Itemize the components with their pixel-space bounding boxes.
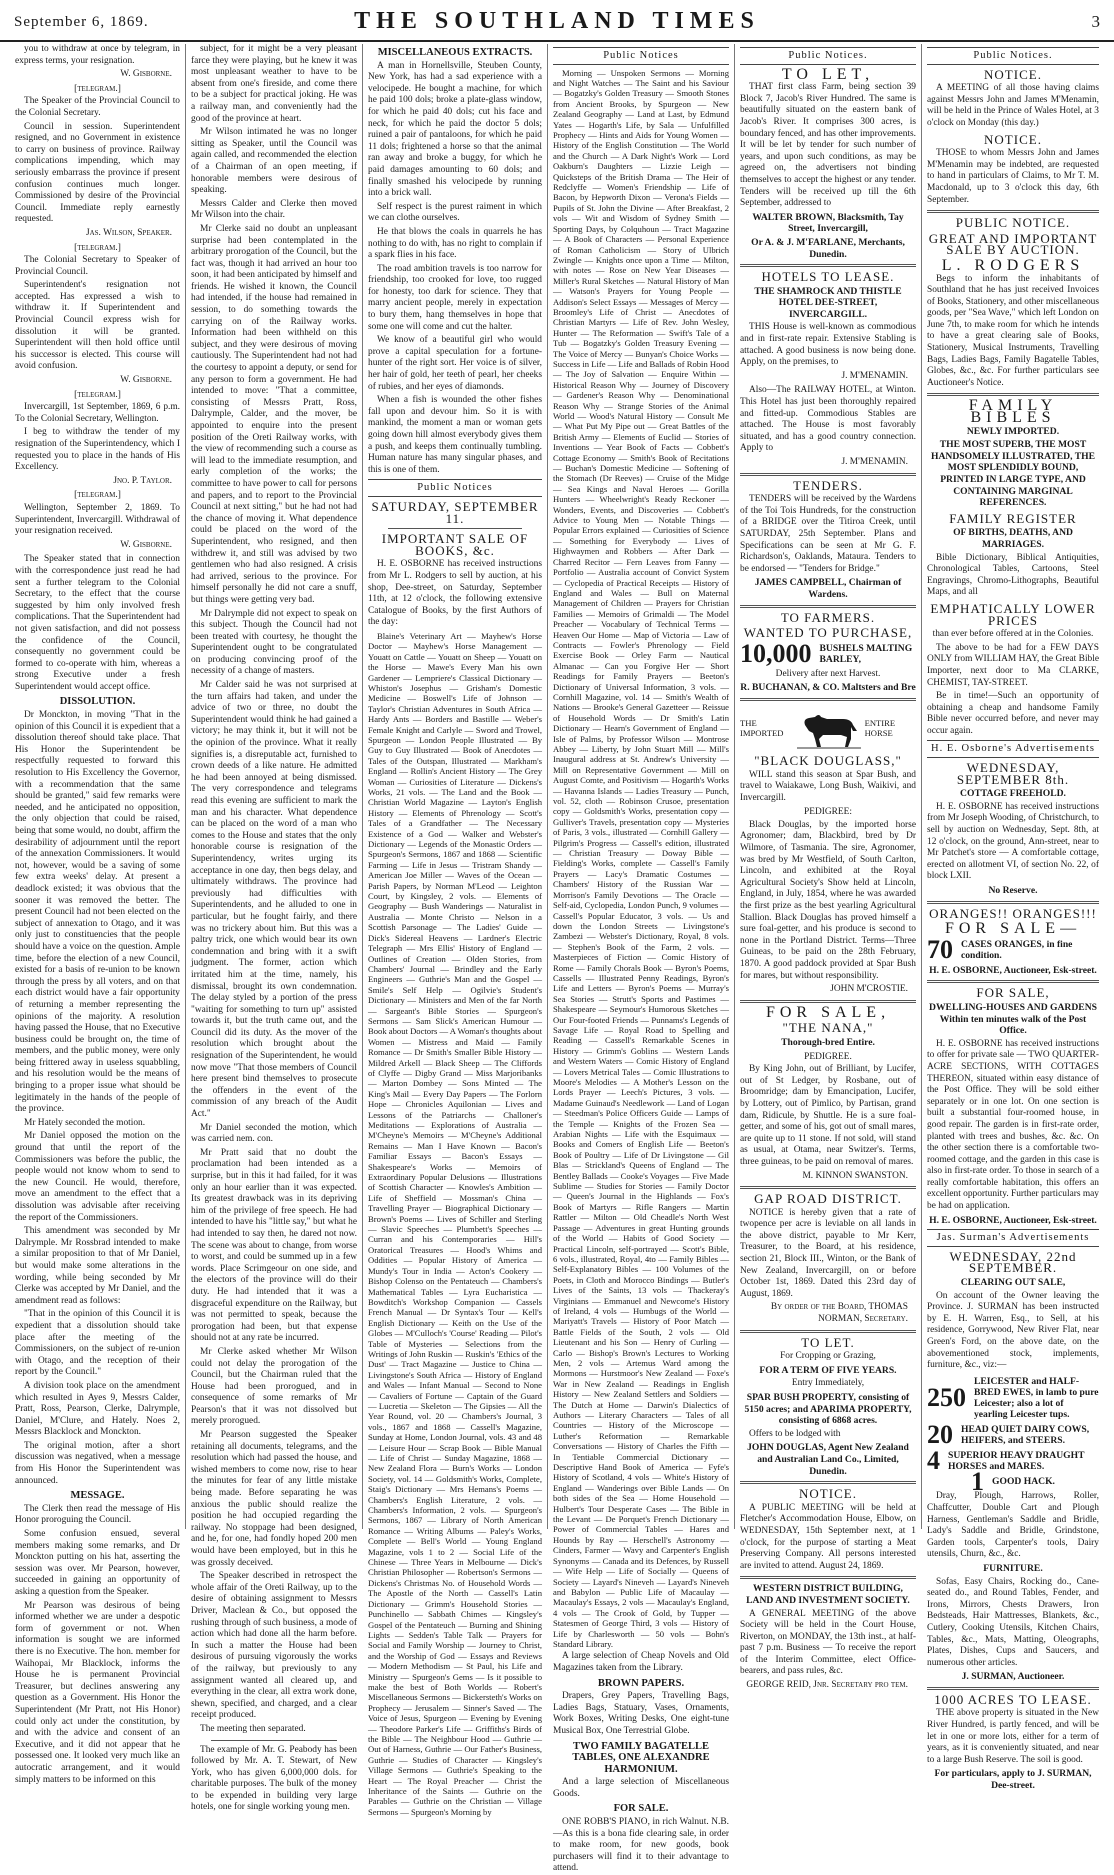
signature: By order of the Board, THOMAS NORMAN, Secretary. [770, 1302, 908, 1325]
advertiser: J. SURMAN, Auctioneer. [961, 1671, 1065, 1683]
divider [740, 698, 916, 701]
divider [740, 1481, 916, 1484]
section-banner: Public Notices. [927, 47, 1099, 65]
newspaper-title: THE SOUTHLAND TIMES [354, 8, 760, 34]
ad-heading: TENDERS. [793, 477, 863, 493]
divider [740, 473, 916, 476]
book-catalogue: Blaine's Veterinary Art — Mayhew's Horse Doctor — Mayhew's Horse Management — Youatt on Cattle — Youatt on Sheep — Youatt on the Horse — Mawe's Every Man his own Gardener — Lempriere's Classical Dictionary — Whiston's Josephus — Grisham's Domestic Medicine — Boswell's Life of Johnson — Taylor's Christian Adventures in South Africa — Hardy Ants — Borders and Bastille — Weber's Female Knight and Carlyle — Sword and Trowel, Spurgeon — London People Illustrated — By Guy to Guy Illustrated — Book of Anecdotes — Tales of the Outspan, Illustrated — Markham's England — Rollin's Ancient History — The Grey Woman — Curiosities of Literature — Dickens's Works, 21 vols. — The Land and the Book — Christian World Magazine — Layton's English History — Elements of Phrenology — Scott's Tales of a Grandfather — The Necessary Existence of a God — Walker and Webster's Dictionary — Legends of the Monastic Orders — Spurgeon's Sermons, 1867 and 1868 — Scientific Farming — Life in Jesus — Tristram Shandy — American Joe Miller — Waves of the Ocean — Parish Papers, by Norman M'Leod — Leighton Court, by Kingsley, 2 vols. — Elements of Geography — Bush Wanderings — Naturalist in Australia — Monte Christo — Nelson in a Scottish Parsonage — The Ladies' Guide — Dick's Sidereal Heavens — Lardner's Electric Telegraph — Mrs Ellis' History of England — Outlines of Creation — Olden Stories, from Chambers' Journal — Brindley and the Early Engineers — Guthrie's Man and the Gospel — Smile's Self Help — Ogilvie's Student's Dictionary — Ministers and Men of the far North — Sargeant's Bible Stories — Spurgeon's Sermons — Sam Slick's American Humour — Book about Doctors — A Woman's thoughts about Women — Mistress and Maid — Family Romance — Dr Smith's Smaller Bible History — Mildred Arkell — Black Sheep — The Cliffords of Clyffe — Digby Grand — Miss Marjoribanks — Marton Dombey — Sons Minted — The King's Mail — Every Day Papers — The Forlorn Hope — Chronicles Aquilonian — Lives and Lessons of the Patriarchs — Challoner's Meditations — Explorations of Australia — M'Cheyne's Memoirs — M'Cheyne's Additional Remains — Man I Have Known — Bacon's Familiar Essays — Bacon's Essays — Shakespeare's Works — Memoirs of Extraordinary Popular Delusions — Illustrations of Scottish Character — Knowles's Ambition — Life of Sheffield — Mossman's China — Travelling Prayer — Biographical Dictionary — Brown's Poems — Lives of Schiller and Sterling — Slavic Speeches — Plumbett's Speeches — Curran and his Contemporaries — Hill's Oratorical Treasures — Hood's Whims and Oddities — Popular History of America — Mundy's Tour in India — Acton's Cookery — Bishop Colenso on the Pentateuch — Chambers's Mathematical Tables — Lyra Eucharistica — Bowditch's Workshop Companion — Cassels French Manual — Dr Syntax's Tour — Kell's English Dictionary — Keith on the Use of the Globes — M'Culloch's 'Course' Reading — Pilot's Table of Mysteries — Selections from the Writings of John Ruskin — Ruskin's 'Ethics of the Dust' — Tract Magazine — Justice to China — Livingstone's South Africa — History of England and Wales — Infant Manual — Second to None — Cavaliers of Fortune — Captain of the Guard — Lucretia — Skeleton — The Gipsies — All the Year Round, vol. 20 — Chambers's Journal, 3 vols., 1867 and 1868 — Cassell's Magazine, Sunday at Home, London Journal, vols. 43 and 48 — Leisure Hour — Scrap Book — Bible Manual — Life of Christ — Sunday Magazine, 1868 — New Zealand Flora — Burn's Works — London Society, vol. 14 — Goldsmith's Works, Complete, Staig's Dictionary — Mrs Hemans's Poems — Chambers's English Literature, 2 vols. — Chambers's Information, 2 vols. — Spurgeon's Sermons, 1867 — Library of North American Romance — Writing Albums — Paley's Works, Complete — Bell's World — Young England Magazine, vols 1 to 2 — Social Life of the Chinese — Three Years in Melbourne — Dick's Christian Philosopher — Robertson's Sermons — Dickens's Christmas No. of Household Words — The Apostle of the North — Cassell's Latin Dictionary — Grimm's Household Stories — Punchinello — Sabbath Chimes — Kingsley's Gospel of the Pentateuch — Burning and Shining Lights — Sedden's Table Talk — Prayers for Social and Family Worship — Journey to Christ, and the Worship of God — Essays and Reviews — Modern Methodism — St Paul, his Life and Ministry — Spurgeon's Gems — Is it possible to make the best of Both Worlds — Robert's Miscellaneous Sermons — Bickersteth's Works on Prophecy — Jerusalem — Sinner's Saved — The Voice of Jesus, Spurgeon — Evening by Evening — Theodore Parker's Life — Griffiths's Birds of the Bible — The Neighbour Hood — Guthrie — Out of Harness, Guthrie — Our Father's Business, Guthrie — Studies of Character — Kingsley's Village Sermons — Guthrie's Speaking to the Heart — The Royal Preacher — Christ the Inheritance of the Saints — Guthrie on the Parables — Guthrie on the Christian — Village Sermons — Spurgeon's Morning by [368, 630, 542, 1817]
divider [211, 1740, 337, 1741]
quantity-line [927, 1445, 1099, 1475]
ad-subheading: Thorough-bred Entire. [781, 1036, 875, 1048]
signature: J. M'MENAMIN. [841, 457, 908, 467]
paragraph: Mr Calder said he was not surprised at the turn affairs had taken, and under the advice of two or three, no doubt the Superintendent would think he had gained a victory; he may think it, but it will not be the opinion of the province. What it really signifies is, a disreputable act, furnished to crown deeds of a like nature. He admitted he had been annoyed at being dismissed. The very correspondence and telegrams read this evening are sufficient to mark the man and his character. What dependence can be placed on the word of a man who comes to the House and states that the only honorable course is resignation of the Superintendency, writes urging its acceptance in one day, then begs delay, and ultimately withdraws. The province had previously had difficulties with Superintendents, and he alluded to one in particular, but he fought fairly, and there was no trickery about him. But this was a paltry trick, one which would bear its own condemnation and bring with it a swift judgment. The former, action which irritated him at the time, namely, his dismissal, brought its own condemnation. The delay styled by a portion of the press "waiting for something to turn up" assisted towards it, but the truth came out, and the Council did its duty. As the mover of the resolution which brought about the resignation of the Superintendent, he would now move "That those members of Council here present bind themselves to prosecute the offenders in the event of the commission of any breach of the Audit Act." [191, 680, 357, 1120]
paragraph: The example of Mr. G. Peabody has been followed by Mr. A. T. Stewart, of New York, who has given 6,000,000 dols. for charitable purposes. The bulk of the money to be expended in building very large hotels, one for single working young men. [191, 1744, 357, 1813]
advertiser: H. E. OSBORNE, Auctioneer, Esk-street. [929, 964, 1097, 976]
paragraph: Mr Clerke asked whether Mr Wilson could not delay the prorogation of the Council, but the Chairman ruled that the House had been prorogued, and in consequence of some remarks of Mr Pearson's that it was not dissolved but merely prorogued. [191, 1346, 357, 1427]
paragraph: Mr Daniel seconded the motion, which was carried nem. con. [191, 1122, 357, 1145]
column-3 [363, 44, 548, 1817]
ad-heading: WEDNESDAY, SEPTEMBER 8th. [956, 760, 1070, 787]
advertiser: JAMES CAMPBELL, Chairman of Wardens. [754, 577, 902, 600]
ad-heading: GAP ROAD DISTRICT. [754, 1191, 902, 1207]
advertiser: R. BUCHANAN, & CO. Maltsters and Bre [740, 682, 916, 694]
column-2 [186, 44, 363, 1813]
divider [740, 605, 916, 608]
ad-subheading: FURNITURE. [983, 1562, 1043, 1574]
advertiser: Or A. & J. M'FARLANE, Merchants, Dunedin. [751, 236, 905, 260]
quantity: 20 [927, 1419, 953, 1449]
ad-heading: BROWN PAPERS. [597, 1677, 685, 1689]
ad-subheading: DWELLING-HOUSES AND GARDENS Within ten minutes walk of the Post Office. [929, 1001, 1097, 1037]
signature: J. M'MENAMIN. [841, 370, 908, 381]
column-6 [922, 44, 1104, 1792]
paragraph: By King John, out of Brilliant, by Lucifer, out of St Ledger, by Rosbane, out of Broomridge; dam by Emancipation, Lucifer, by Lottery, out of Pimlico, by Partisan, grand dam, Ridicule, by Shuttle. He is a sure foal-getter, and some of his, got out of small mares, are quite up to 11 stone. If not sold, will stand as usual, at Otama, near Switzer's. Terms, three guineas, to be paid on removal of mares. [740, 1064, 916, 1167]
ad-heading: FOR SALE, [976, 985, 1050, 1001]
paragraph: A PUBLIC MEETING will be held at Fletcher's Accommodation House, Elbow, on WEDNESDAY, 15th September next, at 1 o'clock, for the purpose of starting a Meat Preserving Company. All persons interested are invited to attend. August 24, 1869. [740, 1502, 916, 1571]
advertiser: JOHN DOUGLAS, Agent New Zealand and Australian Land Co., Limited, Dunedin. [747, 1442, 909, 1477]
ad-heading: FOR SALE. [613, 1803, 669, 1815]
divider [740, 264, 916, 267]
section-banner: Jas. Surman's Advertisements [927, 1229, 1099, 1247]
horse-block [740, 705, 916, 751]
ad-subheading: THE MOST SUPERB, THE MOST HANDSOMELY ILLUSTRATED, THE MOST SPLENDIDLY BOUND, PRINTED IN LARGE TYPE, AND CONTAINING MARGINAL REFERENCES. [931, 439, 1095, 509]
paragraph: A GENERAL MEETING of the above Society will be held in the Court House, Riverton, on MONDAY, the 13th inst., at half-past 7 p.m. Business — To receive the report of the Interim Committee, elect Office-bearers, and pass rules, &c. [740, 1608, 916, 1677]
ad-heading: TWO FAMILY BAGATELLE TABLES, ONE ALEXANDRE HARMONIUM. [572, 1740, 710, 1775]
columns [10, 44, 1104, 1874]
paragraph: Dray, Plough, Harrows, Roller, Chaffcutter, Double Cart and Plough Harness, Gentleman's Saddle and Bridle, Lady's Saddle and Bridle, Grindstone, Garden tools, Carpenter's tools, Dairy utensils, Churn, &c., &c. [927, 1491, 1099, 1560]
paragraph: Messrs Calder and Clerke then moved Mr Wilson into the chair. [191, 198, 357, 221]
ad-subheading: FOR A TERM OF FIVE YEARS. [759, 1364, 897, 1376]
ad-subheading: THE SHAMROCK AND THISTLE HOTEL DEE-STREET, INVERCARGILL. [754, 285, 902, 320]
ad-subheading: COTTAGE FREEHOLD. [960, 788, 1066, 800]
ad-subheading: WESTERN DISTRICT BUILDING, LAND AND INVESTMENT SOCIETY. [746, 1583, 910, 1606]
quantity-label: SUPERIOR HEAVY DRAUGHT HORSES and MARES. [948, 1449, 1085, 1472]
masthead [0, 0, 1114, 42]
telegram-label: [telegram.] [74, 490, 121, 501]
paragraph: The Colonial Secretary to Speaker of Provincial Council. [15, 255, 180, 277]
ad-heading: NOTICE. [984, 131, 1042, 147]
horse-icon [797, 709, 861, 749]
ad-heading: GREAT AND IMPORTANT SALE BY AUCTION. [928, 230, 1098, 258]
ad-heading: NOTICE. [799, 1486, 857, 1502]
paragraph: Mr Wilson intimated he was no longer sitting as Speaker, until the Council was again called, and recommended the election of a Chairman of an open meeting, if honorable members were desirous of speaking. [191, 127, 357, 196]
paragraph: Begs to inform the inhabitants of Southland that he has just received Invoices of Books, Stationery, and other miscellaneous goods, per "Sea Wave," which left London on June 7th, to make room for which he intends to have a great clearing sale of Books, Stationery, Musical Instruments, Travelling Bags, Ladies Bags, Family Bagatelle Tables, Globes, &c., &c. For further particulars see Auctioneer's Notice. [927, 273, 1100, 388]
ad-heading: FAMILY REGISTER [949, 510, 1077, 526]
ad-heading: FAMILY BIBLES [968, 397, 1058, 427]
advertiser: WALTER BROWN, Blacksmith, Tay Street, Invercargill, [752, 211, 904, 235]
ad-heading: ORANGES!! ORANGES!!! [929, 905, 1097, 921]
quantity-label: LEICESTER and HALF-BRED EWES, in lamb to pure Leicester; also a lot of yearling Leicester tups. [974, 1375, 1099, 1420]
section-banner: Public Notices [368, 479, 542, 497]
ad-subheading: SPAR BUSH PROPERTY, consisting of 5150 acres; and APARIMA PROPERTY, consisting of 6868 acres. [744, 1392, 912, 1427]
signature: GEORGE REID, Jnr. Secretary pro tem. [746, 1680, 908, 1691]
paragraph: Superintendent's resignation not accepted. Has expressed a wish to withdraw it. If Superintendent and Provincial Council express wish for dissolution it will be granted. Superintendent will then hold office until his successor is elected. This course will avoid confusion. [15, 280, 180, 372]
ad-heading: TO LET. [801, 1334, 855, 1350]
ad-heading: "BLACK DOUGLASS," [754, 752, 902, 768]
ad-heading: FOR SALE, [765, 1003, 891, 1021]
divider [927, 1687, 1099, 1690]
ad-heading: WANTED TO PURCHASE, [743, 625, 913, 641]
ad-heading: NOTICE. [984, 66, 1042, 82]
quantity: 4 [927, 1445, 940, 1475]
column-4 [548, 44, 735, 1874]
paragraph: Mr Daniel opposed the motion on the ground that until the report of the Commissioners was before the public, the people would not know whom to send to the new Council. He would, therefore, move an amendment to the effect that a dissolution was advisable after receiving the report of the Commissioners. [15, 1131, 180, 1223]
paragraph: THE above property is situated in the New River Hundred, is partly fenced, and will be let in one or more lots, either for a term of years, as it is conveniently situated, and near to a large Bush Reserve. The soil is good. [927, 1708, 1099, 1765]
divider [927, 210, 1099, 213]
quantity-label: BUSHELS MALTING BARLEY, [819, 642, 913, 665]
quantity-line [927, 1466, 1099, 1496]
paragraph: The Speaker of the Provincial Council to the Colonial Secretary. [15, 96, 180, 118]
paragraph: H. E. OSBORNE has received instructions from Mr L. Rodgers to sell by auction, at his shop, Dee-street, on Saturday, September 11th, at 12 o'clock, the following extensive Catalogue of Books, by the first Authors of the day: [368, 559, 542, 628]
section-heading: MESSAGE. [70, 1490, 125, 1502]
signature: M. KINNON SWANSTON. [802, 1170, 908, 1181]
column-5 [735, 44, 922, 1691]
ad-heading: 1000 ACRES TO LEASE. [934, 1691, 1092, 1707]
ad-heading: FOR SALE— [944, 920, 1082, 938]
ad-heading: L. RODGERS [941, 256, 1085, 274]
quantity-line [927, 1419, 1099, 1449]
divider [740, 1576, 916, 1579]
paragraph: The Clerk then read the message of His Honor proroguing the Council. [15, 1503, 180, 1526]
paragraph: you to withdraw at once by telegram, in express terms, your resignation. [15, 44, 180, 66]
paragraph: And a large selection of Miscellaneous Goods. [553, 1777, 729, 1799]
paragraph: For Cropping or Grazing, [780, 1351, 876, 1362]
section-heading: MISCELLANEOUS EXTRACTS. [377, 47, 533, 58]
divider [740, 1000, 916, 1003]
pedigree-label: PEDIGREE: [804, 807, 852, 818]
quantity-label: GOOD HACK. [992, 1476, 1055, 1488]
column-1 [10, 44, 186, 1785]
telegram-label: [telegram.] [74, 83, 121, 94]
paragraph: On account of the Owner leaving the Province. J. SURMAN has been instructed by E. H. Warren, Esq., to Sell, at his residence, Gorrywood, New River Flat, near Green's Ford, on the above date, on the abovementioned stock, implements, furniture, &c., viz:— [927, 1290, 1099, 1371]
quantity: 250 [927, 1382, 966, 1412]
divider [740, 1186, 916, 1189]
issue-date: September 6, 1869. [14, 14, 149, 30]
divider [927, 901, 1099, 904]
paragraph: Mr Pratt said that no doubt the proclamation had been intended as a surprise, but in this it had failed, for it was only an hour earlier than it was expected. Its greatest drawback was in its depriving him of the privilege of free speech. He had intended to have his "little say," but what he had intended to say then, he dared not now. The scene was about to change, from worse to worst, and could be summed up in a few words. Place Scrimgeour on one side, and the electors of the province will do their duty. He had intended that it was a disgraceful expenditure on the Railway, but was not permitted to speak, because the prorogation had been, but that expense should not at any rate be incurred. [191, 1147, 357, 1344]
paragraph: THAT first class Farm, being section 39 Block 7, Jacob's River Hundred. The same is beautifully situated on the eastern bank of Jacob's River. It comprises 300 acres, is boundary fenced, and has other improvements. It will be let by tender for such number of years, and upon such conditions, as may be agreed on, the advertisers not binding themselves to accept the highest or any tender. Tenders will be received up till the 6th September, addressed to [740, 82, 916, 209]
paragraph: A large selection of Cheap Novels and Old Magazines taken from the Library. [553, 1651, 729, 1673]
paragraph: The Speaker stated that in connection with the correspondence just read he had sent a further telegram to the Colonial Secretary, to the effect that the course suggested by him only involved fresh complications. That the Superintendent had not given satisfaction, and did not possess the confidence of the Council, consequently no government could be formed to co-operate with him, whereas a strong Executive under a fresh Superintendent would accept office. [15, 554, 180, 692]
pedigree-label: PEDIGREE. [804, 1051, 852, 1062]
paragraph: Offers to be lodged with [749, 1428, 841, 1439]
paragraph: WILL stand this season at Spar Bush, and travel to Waiakawe, Long Bush, Waikivi, and Invercargill. [740, 769, 916, 803]
paragraph: Dr Monckton, in moving "That in the opinion of this Council it is expedient that a dissolution thereof should take place. That His Honor the Superintendent be respectfully requested to forward this resolution to His Excellency the Governor, with a recommendation that the same should be granted," said few remarks were needed, and he anticipated no opposition, the only objection that could be raised, being that some would, no doubt, affirm the desirability of adjournment until the report of the annexation Commissioners. It would not, however, would be a saving of some few extra weeks' delay. At present a deadlock existed; it was obvious that the sooner it was removed the better. The present Council had not been elected on the subject of annexation to Otago, and it was only just to constituencies that the people should have a voice on the question. Ample time, before the election of a new Council, existed for a basis of re-union to be known through the press by all voters, and on that each district would have a fair opportunity of returning a member representing the opinions of the majority. A resolution having passed the House, that no Executive business could be brought on, the time of members, and the public money, were only being frittered away in useless squabbling, and his resolution would be the means of bringing to a proper issue what should be legitimately in the hands of the people of the province. [15, 710, 180, 1115]
paragraph: Wellington, September 2, 1869. To Superintendent, Invercargill. Withdrawal of your resignation received. [15, 502, 180, 537]
ad-subheading: CLEARING OUT SALE, [960, 1277, 1066, 1289]
ad-heading: PUBLIC NOTICE. [955, 215, 1071, 231]
paragraph: The original motion, after a short discussion was negatived, when a message from His Honor the Superintendent was announced. [15, 1440, 180, 1486]
page-number: 3 [1091, 12, 1100, 31]
paragraph: H. E. OSBORNE has received instructions to offer for private sale — TWO QUARTER-ACRE SECTIONS, WITH COTTAGES THEREON, situated within easy distance of the Post Office. They will be sold either separately or in one lot. On one section is built a substantial four-roomed house, in good repair. The garden is in first-rate order, planted with trees and bushes, &c. &c. On the other section there is a comfortable two-roomed cottage, and the garden in this case is also in first-rate order. To those in search of a really comfortable habitation, this offers an excellent opportunity. Further particulars may be had on application. [927, 1038, 1099, 1212]
paragraph: than ever before offered at in the Colonies. [932, 629, 1094, 640]
paragraph: The above to be had for a FEW DAYS ONLY from WILLIAM HAY, the Great Bible Importer, next door to Ma CLARKE, CHEMIST, TAY-STREET. [927, 642, 1099, 688]
paragraph: A division took place on the amendment which resulted in Ayes 9, Messrs Calder, Pratt, Ross, Pearson, Clerke, Dalrymple, Daniel, M'Clure, and Hately. Noes 2, Messrs Blacklock and Monckton. [15, 1380, 180, 1438]
paragraph: ONE ROBB'S PIANO, in rich Walnut. N.B.—As this is a bona fide clearing sale, in order to make room, for new goods, book purchasers will find it to their advantage to attend. [553, 1817, 729, 1874]
ad-heading: TO LET, [781, 65, 875, 83]
paragraph: H. E. OSBORNE has received instructions from Mr Joseph Wooding, of Christchurch, to sell by auction on Wednesday, Sept. 8th, at 12 o'clock, on the ground, Ann-street, near to Mr Patchet's store — A comfortable cottage, erected on allotment VI, of section No. 22, of block LXII. [927, 801, 1099, 882]
paragraph: Black Douglas, by the imported horse Agronomer; dam, Blackbird, bred by Dr Wilmore, of Tasmania. The sire, Agronomer, was bred by Mr Westfield, of South Carlton, Lincoln, and exhibited at the Royal Agricultural Society's Show held at Lincoln, England, in July, 1854, where he was awarded the first prize as the best yearling Agricultural Stallion. Black Douglas has proved himself a sure foal-getter, and his produce is second to none in the Portland District. Terms—Three Guineas, to be paid on the 28th February, 1870. A good paddock provided at Spar Bush for mares, but without responsibility. [740, 819, 916, 981]
paragraph: subject, for it might be a very pleasant farce they were playing, but he knew it was most unpleasant weather to have to be absent from one's fireside, and come there to be a subject for practical joking. He was a railway man, and conveniently had the good of the province at heart. [191, 44, 357, 124]
telegram-label: [telegram.] [74, 389, 121, 400]
telegram-label: [telegram.] [74, 242, 121, 253]
paragraph: "That in the opinion of this Council it is expedient that a dissolution should take place after the meeting of the Commissioners, on the subject of re-union with Otago, and the reception of their report by the Council." [15, 1309, 180, 1378]
paragraph: Some confusion ensued, several members making some remarks, and Dr Monckton putting on his hat, asserting the session was over. Mr Pearson, however, succeeded in gaining an opportunity of asking a question from the Speaker. [15, 1529, 180, 1597]
paragraph: This amendment was seconded by Mr Dalrymple. Mr Rossbrad intended to make a similar proposition to that of Mr Daniel, but would make some alterations in the wording, while being seconded by Mr Clerke was accepted by Mr Daniel, and the amendment read as follows: [15, 1226, 180, 1306]
paragraph: Be in time!—Such an opportunity of obtaining a cheap and handsome Family Bible never occurred before, and never may occur again. [927, 691, 1099, 736]
paragraph: NOTICE is hereby given that a rate of twopence per acre is leviable on all lands in the above district, payable to Mr Kerr, Treasurer, to the Board, at his residence, section 21, Block III., Winton, or the Bank of New Zealand, Invercargill, on or before October 1st, 1869. Dated this 23rd day of August, 1869. [740, 1207, 916, 1299]
paragraph: Self respect is the purest raiment in which we can clothe ourselves. [368, 201, 542, 224]
paragraph: THOSE to whom Messrs John and James M'Menamin may be indebted, are requested to hand in particulars of Claims, to Mr T. M. Macdonald, up to 3 o'clock this day, 6th September. [927, 148, 1099, 205]
paragraph: When a fish is wounded the other fishes fall upon and devour him. So it is with mankind, the moment a man or woman gets going down hill almost everybody gives them a push, and keeps them continually tumbling. Human nature has many singular phases, and this is one of them. [368, 395, 542, 475]
paragraph: Drapers, Grey Papers, Travelling Bags, Ladies Bags, Statuary, Vases, Ornaments, Work Boxes, Writing Desks, One eight-tune Musical Box, One Terrestrial Globe. [553, 1691, 729, 1736]
paragraph: I beg to withdraw the tender of my resignation of the Superintendency, which I requested you to place in the hands of His Excellency. [15, 427, 180, 473]
paragraph: Bible Dictionary, Biblical Antiquities, Chronological Tables, Cartoons, Steel Engravings, Chromo-Lithographs, Beautiful Maps, and all [927, 552, 1099, 598]
paragraph: Council in session. Superintendent resigned, and no Government in existence to carry on business of province. Railway complications impending, which may seriously embarrass the province if present confusion continues much longer. Commissioned by desire of the Provincial Council. Immediate reply earnestly requested. [15, 121, 180, 225]
paragraph: He that blows the coals in quarrels he has nothing to do with, has no right to complain if a spark flies in his face. [368, 226, 542, 261]
ad-subheading: OF BIRTHS, DEATHS, AND MARRIAGES. [953, 527, 1073, 550]
paragraph: Sofas, Easy Chairs, Rocking do., Cane-seated do., and Round Tables, Fender, and Irons, Mirrors, Chests Drawers, Iron Bedsteads, Hair Mattresses, Blankets, &c., Cutlery, Cooking Utensils, Kitchen Chairs, Tables, &c., Mats, Matting, Oleographs, Plates, Dishes, Cups and Saucers, and numerous other articles. [927, 1576, 1099, 1668]
quantity-line [927, 934, 1099, 964]
paragraph: Delivery after next Harvest. [775, 668, 881, 679]
divider [927, 980, 1099, 983]
quantity: 70 [927, 934, 953, 964]
paragraph: Mr Pearson suggested the Speaker retaining all documents, telegrams, and the resolution which had passed the house, and wished members to come now, rise to hear the minutes for fear of any little mistake being made. Before separating he was anxious the public should realize the position he had occupied regarding the railway. No stoppage had been designed, and he, for one, had fondly hoped 200 men would have been employed, but in this he was grossly deceived. [191, 1430, 357, 1568]
divider [927, 393, 1099, 396]
paragraph: A MEETING of all those having claims against Messrs John and James M'Menamin, will be held in the Prince of Wales Hotel, at 3 o'clock on Monday (this day.) [927, 83, 1099, 128]
quantity: 10,000 [740, 638, 812, 668]
signature: W. Gisborne. [120, 69, 172, 80]
quantity: 1 [971, 1466, 985, 1496]
ad-heading: WEDNESDAY, 22nd SEPTEMBER. [949, 1248, 1077, 1276]
ad-subheading: NEWLY IMPORTED. [966, 425, 1060, 437]
ad-heading: IMPORTANT SALE OF BOOKS, &c. [381, 531, 529, 558]
book-catalogue: Morning — Unspoken Sermons — Morning and Night Watches — The Saint and his Saviour — Bogatzky's Golden Treasury — Smooth Stones from Ancient Brooks, by Spurgeon — New Zealand Geography — Land at Last, by Edmund Yates — Hogarth's Life, by Sala — Unfulfilled Prophecy — Hints and Aids for Young Women — History of the English Constitution — The World and the Church — A Dark Night's Work — Lord Oakburn's Daughters — Lizzie Leigh — Quicksteps of the British Drama — The Heir of Redclyffe — Women's Friendship — Life of Bacon, by Hepworth Dixon — Verona's Fields — Pupils of St. John the Divine — After Breakfast, 2 vols — Wit and Wisdom of Sydney Smith — Sporting Days, by Colquhoun — Tract Magazine — A Book of Characters — Personal Experience of Roman Catholicism — Story of Ulbrich Zwingle — Knights once upon a Time — Milton, with notes — Rose on New Year Diseases — Miller's Rural Sketches — Natural History of Man — Watson's Prayers for Young People — Addison's Select Essays — Messages of Mercy — Broomley's Life of Christ — Anecdotes of Christian Martyrs — Life of Rev. John Wesley, Hunter — The Reformation — Swift's Tale of a Tub — Bogatzky's Golden Treasury Evening — The Voice of Mercy — Bunyan's Choice Works — Success in Life — Life and Ballads of Robin Hood — The Joy of Salvation — Enquire Within — Historical Reason Why — Journey of Discovery — Gardener's Reason Why — Denominational Reason Why — Strange Stories of the Animal World — Wood's Natural History — Consult Me — What Put My Pipe out — Great Battles of the British Army — Elements of Euclid — Stories of Inventions — Year Book of Facts — Cobbett's Cottage Economy — Smith's Book of Recitations — Buchan's Domestic Medicine — Softening of the Stomach (Dr Reeves) — Cruise of the Midge — Sea Kings and Naval Heroes — Gorilla Hunters — Wheelwright's Ready Reckoner — Wonders, Events, and Discoveries — Cobbett's Advice to Young Men — Notable Things — Popular Errors explained — Curiosities of Science — Something for Everybody — Lives of Highwaymen and Robbers — After Dark — Charred Recitor — Fern Leaves from Fanny — Portfolio — Australia account of Convict System — Cyclopedia of Practical Receipts — History of England and Wales — Bull on Maternal Management of Children — Prayers for Christian Families — Memoirs of Grimaldi — The Model Preacher — Vocabulary of Technical Terms — Heaven Our Home — Map of Victoria — Law of Contracts — Fowler's Phrenology — Field Exercise Book — Orley Farm — Nautical Almanac — Can you Forgive Her — Short Readings for Family Prayers — Beeton's Dictionary of Universal Information, 3 vols. — Cornhill Magazine, vol. 14 — Smith's Wealth of Nations — Brooke's General Gazetteer — Reissue of Household Words — Dr Smith's Latin Dictionary — Hearn's Government of England — Isle of Palms, by Professor Wilson — Montrose Abbey — Liberty, by John Stuart Mill — Mill's Inaugural address at St. Andrew's University — Mill on Representative Government — Mill on August Comte, and Positivism — Hogarth's Works — Havanna Islands — Ladies Treasury — Punch, vol. 52, cloth — Robinson Crusoe, presentation copy — Goldsmith's Works, presentation copy — Gulliver's Travels, presentation copy — Mysteries of Paris, 3 vols., illustrated — Cornhill Gallery — Pilgrim's Progress — Cassell's edition, illustrated — Christian Treasury — Doway Bible — Fielding's Works, complete — Cassell's Family Prayers — Lacy's Dramatic Costumes — Chambers' History of the Russian War — Morrison's Family Devotions — The Oracle — Self-aid, Cyclopedia, London Punch, 9 volumes — Cassell's Popular Educator, 3 vols. — Us and down the London Streets — Livingstone's Zambezi — Webster's Dictionary, Royal, 8 vols. — Stephen's Book of the Farm, 2 vols. — Masterpieces of Fiction — Comic History of Rome — Family Chorals Book — Byron's Poems, Cassells — Illustrated Penny Readings, Byron's Life and Letters — Byron's Poems — Murray's Sea Stories — Strutt's Sports and Pastimes — Shakespeare — Seymour's Humorous Sketches — Our Four-footed Friends — Punnams's Legends of Savage Life — Royal Road to Spelling and Reading — Cassell's Remarkable Scenes in History — Grimm's Goblins — Western Lands and Western Waters — Comic History of England — Lovers Metrical Tales — Comic Illustrations to Moore's Melodies — A Mother's Lesson on the Lords Prayer — Leech's Pictures, 3 vols. — Madame Guinaud's Needlework — Land of Logan — Steedman's Police Officers Guide — Lamps of the Temple — Knights of the Frozen Sea — Arabian Nights — Life with the Esquimaux — Books and Comers of English Life — Beeton's Book of Poultry — Life of Dr Livingstone — Gil Blas — Strickland's Queens of England — The Bentley Ballads — Cooke's Voyages — Five Made Sublime — Studies for Stories — Family Doctor — Queen's Journal in the Highlands — Fox's Book of Martyrs — Rifle Rangers — Martin Rattler — Milton — Old Cheadle's North West Passage — Adventures in great Hunting grounds of the World — Habits of Good Society — Practical Lincoln, self-portrayed — Scott's Bible, 6 vols., illustrated, Royal, 4to — Family Bibles — Self-Explanatory Bibles — 100 Volumes of the Poets, in Cloth and Morocco Bindings — Butler's Lives of the Saints, 13 vols — Thackeray's Virginians — Emmanuel and Newcome's History of Ireland, 4 vols — Humbugs of the World — Mariyatt's Travels — History of Poor Match — Battle Fields of the South, 2 vols — Old Lieutenant and his Son — Henry of Curling — Carlo — Bishop's Brown's Lectures to Working Men, 2 vols — Artemus Ward among the Mormons — Hurstmoor's New Zealand — Foxe's War in New Zealand — Readings in English History — New Zealand Settlers and Soldiers — The Dutch at Home — Darwin's Dialectics of Authors — Literary Characters — Tales of all Countries — History of the Microscope — Luther's Reformation — Remarkable Conversations — History of Charles the Fifth — In Tentiable Commercial Dictionary — Descriptive Hand Book of America — Fyfe's History of Scotland, 4 vols — White's History of England — Wanderings over Bible Lands — On both sides of the Sea — Home Household — Hulbert's Tour Desperate Cases — The Bible in the Levant — De Porquet's French Dictionary — Power of Commercial Tables — Hares and Hounds by Ray — Herschell's Astronomy — Cinders, Farmer — Wavy and Carpenter's English Synonyms — Canada and its Defences, by Russell — Wife Help — Life of Socially — Queens of Society — Layard's Nineveh — Layard's Nineveh and Babylon — Public Life of Macaulay — Macaulay's Essays, 2 vols — Macaulay's England, 4 vols — The Crook of Gold, by Tupper — Statesmen of George Third, 3 vols — History of Life by Charlesworth — 50 vols — Bohn's Standard Library. [553, 67, 729, 1649]
paragraph: Mr Clerke said no doubt an unpleasant surprise had been contemplated in the arbitrary prorogation of the Council, but the fact was, though it had arrived an hour too soon, it had been anticipated by himself and friends. He wished it known, the Council had intended, if the house had remained in session, to do something towards the carrying on of the Railway works. Information had been withheld on this subject, and they were desirous of moving cautiously. The Superintendent had not had the courtesy to appoint a deputy, or send for any person to form a government. He had intended to move: "That a committee, consisting of Messrs Pratt, Ross, Dalrymple, Calder, and the mover, be appointed to enquire into the present position of the Oreti Railway works, with the view of recommending such a course as will lead to the immediate resumption, and early completion of the works; the committee to have power to call for persons and papers, and to report to the Provincial Council at next sitting," but he had not had the chance of moving it. What dependence could be placed on the word of the Superintendent, who resigned, and then withdrew it, and still was advised by two gentlemen who had also resigned. A crisis had arrived, serious to the province. For himself personally he did not care a snuff, but things were getting very bad. [191, 223, 357, 605]
paragraph: We know of a beautiful girl who would prove a capital speculation for a fortune-hunter of the right sort. Her voice is of silver, her hair of gold, her teeth of pearl, her cheeks of rubies, and her eyes of diamonds. [368, 335, 542, 392]
ad-heading: "THE NANA," [782, 1020, 874, 1036]
ad-heading: SATURDAY, SEPTEMBER 11. [371, 498, 539, 526]
advertiser: For particulars, apply to J. SURMAN, Dee-street. [934, 1768, 1092, 1792]
divider [740, 1330, 916, 1333]
divider [388, 528, 522, 529]
paragraph: The Speaker described in retrospect the whole affair of the Oreti Railway, up to the desire of obtaining assignment to Messrs Driver, Maclean & Co., but opposed the rushing through of such business, a mode of action which had done all the harm before. In such a matter the House had been desirous of pursuing vigorously the works of the railway, but previously to any assignment wanted all cleared up, and everything in the clear, all extra work done, shewn, specified, and charged, and a clear receipt produced. [191, 1571, 357, 1721]
ad-subheading: No Reserve. [988, 885, 1038, 896]
horse-caption: THE IMPORTED [740, 717, 784, 738]
section-banner: H. E. Osborne's Advertisements [927, 740, 1099, 758]
paragraph: TENDERS will be received by the Wardens of the Toi Tois Hundreds, for the construction of a BRIDGE over the Titiroa Creek, until SATURDAY, 25th September. Plans and Specifications can be seen at Mr G. F. Richardson's, Oaklands, Mataura. Tenders to be endorsed — "Tenders for Bridge." [740, 494, 916, 574]
paragraph: A man in Hornellsville, Steuben County, New York, has had a sad experience with a velocipede. He bought a machine, for which he paid 100 dols; broke a plate-glass window, for which he paid 40 dols; cut his face and neck, for which he paid the doctor 5 dols; ruined a pair of pantaloons, for which he paid 11 dols; frightened a horse so that the animal ran away and broke a buggy, for which he paid damages amounting to 60 dols; and finally smashed his velocipede by running into a brick wall. [368, 60, 542, 199]
paragraph: The road ambition travels is too narrow for friendship, too crooked for love, too rugged for honesty, too dark for science. They that marry ancient people, merely in expectation to bury them, hang themselves in hope that some one will come and cut the halter. [368, 263, 542, 332]
paragraph: The meeting then separated. [200, 1723, 306, 1734]
advertiser: H. E. OSBORNE, Auctioneer, Esk-street. [929, 1214, 1097, 1226]
paragraph: Mr Hately seconded the motion. [24, 1117, 146, 1128]
signature: Jno. P. Taylor. [113, 475, 172, 486]
signature: Jas. Wilson, Speaker. [85, 227, 172, 238]
paragraph: Invercargill, 1st September, 1869, 6 p.m. To the Colonial Secretary, Wellington. [15, 402, 180, 424]
ad-heading: HOTELS TO LEASE. [761, 269, 895, 285]
section-banner: Public Notices [553, 47, 729, 65]
paragraph: THIS House is well-known as commodious and in first-rate repair. Extensive Stabling is attached. A good business is now being done. Apply, on the premises, to [740, 322, 916, 368]
ad-heading: EMPHATICALLY LOWER PRICES [930, 600, 1096, 628]
signature: W. Gisborne. [120, 539, 172, 550]
signature: JOHN M'CROSTIE. [830, 984, 908, 995]
signature: W. Gisborne. [120, 375, 172, 386]
section-banner: Public Notices. [740, 47, 916, 65]
quantity-line [927, 1376, 1099, 1420]
section-heading: DISSOLUTION. [59, 696, 136, 708]
paragraph: Also—The RAILWAY HOTEL, at Winton. This Hotel has just been thoroughly repaired and fitted-up. Commodious Stables are attached. The House is most favorably situated, and has a good country connection. Apply to [740, 385, 916, 454]
quantity-label: HEAD QUIET DAIRY COWS, HEIFERS, and STEERS. [961, 1423, 1090, 1446]
paragraph: Mr Dalrymple did not expect to speak on this subject. Though the Council had not been treated with courtesy, he thought the Superintendent ought to be congratulated on producing convincing proof of the necessity of a change of masters. [191, 608, 357, 677]
horse-caption: ENTIRE HORSE [864, 717, 896, 738]
quantity-label: CASES ORANGES, in fine condition. [961, 938, 1073, 961]
paragraph: Entry Immediately, [791, 1378, 865, 1389]
quantity-line [740, 638, 916, 668]
paragraph: Mr Pearson was desirous of being informed whether we are under a despotic form of government or not. When information is sought we are informed there is no Executive. The hon. member for Waihopai, Mr Blacklock, informs the House he is permanent Provincial Treasurer, but declines answering any question as a Government. His Honor the Superintendent (Mr Pratt, not His Honor) could only act under the constitution, by and with the advice and consent of an Executive, and it did not appear that he possessed one. It looked very much like an autocratic arrangement, and it would simply matters to be informed on this [15, 1600, 180, 1785]
ad-heading: TO FARMERS. [780, 609, 876, 625]
